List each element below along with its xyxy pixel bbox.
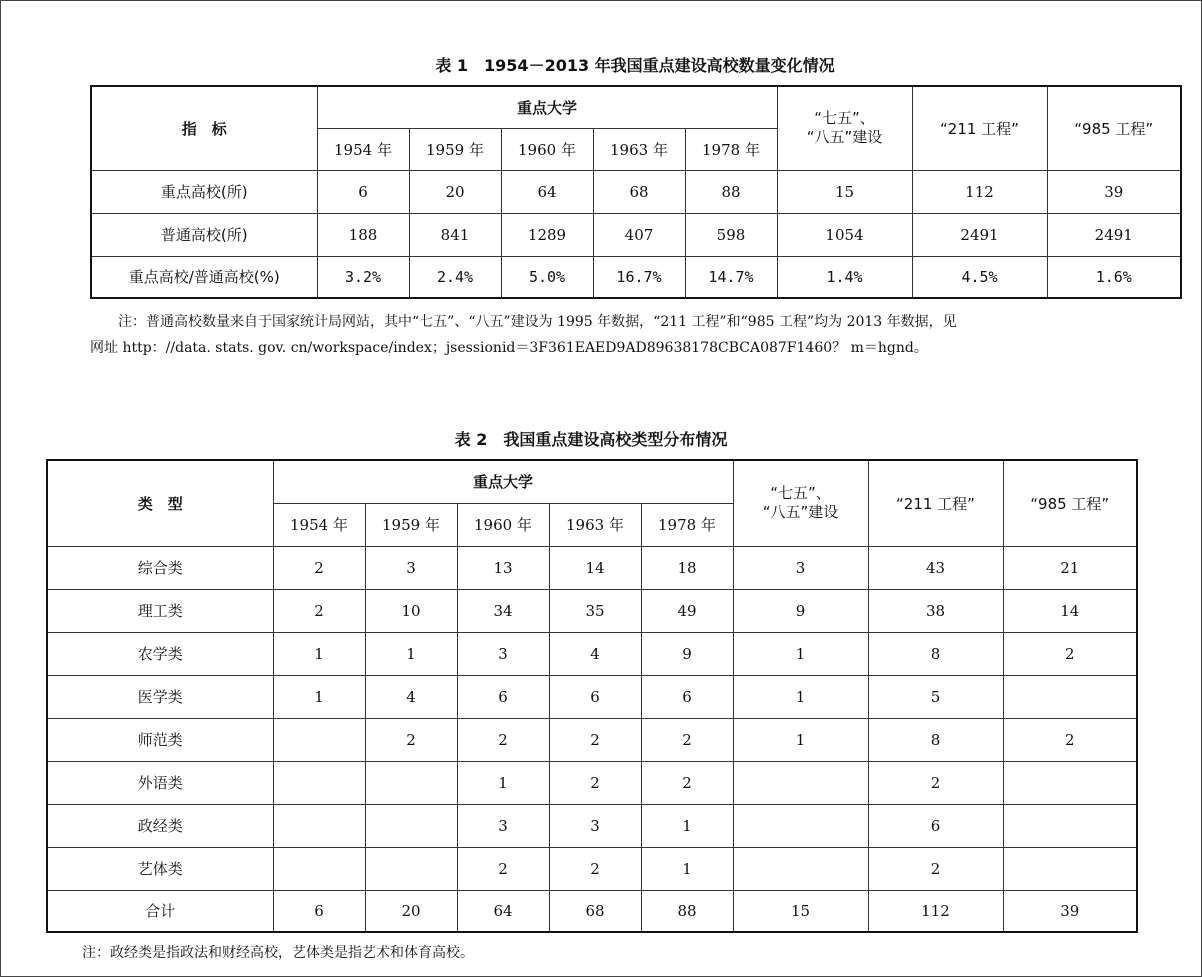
cell: 2491 <box>912 213 1047 256</box>
cell: 14 <box>1003 589 1137 632</box>
cell: 1 <box>457 761 549 804</box>
cell: 2 <box>1003 718 1137 761</box>
cell <box>273 847 365 890</box>
table1-header-year: 1959 年 <box>409 128 501 170</box>
cell: 6 <box>457 675 549 718</box>
table2 <box>46 459 1138 933</box>
table2-header-year: 1963 年 <box>549 503 641 546</box>
row-label: 理工类 <box>47 589 273 632</box>
cell: 43 <box>868 546 1003 589</box>
table1-header-985: “985 工程” <box>1047 86 1181 170</box>
cell: 2 <box>868 761 1003 804</box>
cell: 39 <box>1003 890 1137 932</box>
table2-header-211: “211 工程” <box>868 460 1003 546</box>
cell: 3 <box>733 546 868 589</box>
cell: 2 <box>549 847 641 890</box>
table1-header-year: 1978 年 <box>685 128 777 170</box>
cell: 38 <box>868 589 1003 632</box>
cell: 68 <box>549 890 641 932</box>
cell: 4 <box>549 632 641 675</box>
cell: 4 <box>365 675 457 718</box>
cell: 9 <box>733 589 868 632</box>
cell: 2 <box>549 718 641 761</box>
cell <box>733 847 868 890</box>
table2-header-year: 1954 年 <box>273 503 365 546</box>
cell: 2 <box>365 718 457 761</box>
table1-header-seventh-eighth-line1: “七五”、 <box>814 109 875 128</box>
cell: 21 <box>1003 546 1137 589</box>
cell: 1 <box>273 675 365 718</box>
cell: 6 <box>549 675 641 718</box>
cell: 88 <box>641 890 733 932</box>
cell <box>273 804 365 847</box>
cell: 8 <box>868 718 1003 761</box>
cell: 1289 <box>501 213 593 256</box>
row-label: 外语类 <box>47 761 273 804</box>
cell: 2 <box>457 718 549 761</box>
cell <box>1003 761 1137 804</box>
cell <box>733 761 868 804</box>
table2-header-year: 1978 年 <box>641 503 733 546</box>
cell: 2 <box>457 847 549 890</box>
row-label: 师范类 <box>47 718 273 761</box>
table2-header-year: 1959 年 <box>365 503 457 546</box>
table1-note-line2: 网址 http：//data. stats. gov. cn/workspace/index；jsessionid＝3F361EAED9AD89638178CBCA087F1460？ m＝hgnd。 <box>90 340 928 356</box>
cell: 188 <box>317 213 409 256</box>
cell: 841 <box>409 213 501 256</box>
table2-header-year: 1960 年 <box>457 503 549 546</box>
cell <box>273 718 365 761</box>
cell: 3.2% <box>317 256 409 298</box>
cell <box>1003 675 1137 718</box>
cell: 15 <box>777 170 912 213</box>
table1-header-year: 1954 年 <box>317 128 409 170</box>
table-row-total <box>47 890 1137 932</box>
row-label: 合计 <box>47 890 273 932</box>
cell: 4.5% <box>912 256 1047 298</box>
cell: 6 <box>868 804 1003 847</box>
cell: 3 <box>365 546 457 589</box>
cell: 3 <box>549 804 641 847</box>
row-label: 艺体类 <box>47 847 273 890</box>
row-label: 农学类 <box>47 632 273 675</box>
table2-header-seventh-eighth-line2: “八五”建设 <box>762 503 839 522</box>
cell <box>273 761 365 804</box>
table1-header-seventh-eighth-line2: “八五”建设 <box>806 128 883 147</box>
cell: 2 <box>273 546 365 589</box>
table2-header-seventh-eighth-line1: “七五”、 <box>770 484 831 503</box>
cell: 6 <box>641 675 733 718</box>
table1-note-line1 <box>90 309 1180 335</box>
table1-header-year: 1963 年 <box>593 128 685 170</box>
cell <box>1003 804 1137 847</box>
cell <box>365 761 457 804</box>
table1-header-key-universities: 重点大学 <box>317 86 777 128</box>
cell <box>1003 847 1137 890</box>
cell: 1 <box>733 632 868 675</box>
cell: 15 <box>733 890 868 932</box>
cell: 14.7% <box>685 256 777 298</box>
cell: 14 <box>549 546 641 589</box>
cell: 2491 <box>1047 213 1181 256</box>
cell: 2 <box>641 761 733 804</box>
cell: 598 <box>685 213 777 256</box>
table-row <box>47 546 1137 589</box>
row-label: 综合类 <box>47 546 273 589</box>
cell: 35 <box>549 589 641 632</box>
table2-header-key-universities: 重点大学 <box>273 460 733 503</box>
table1-header-211: “211 工程” <box>912 86 1047 170</box>
table-row <box>47 718 1137 761</box>
cell: 64 <box>501 170 593 213</box>
table1-note <box>90 309 1180 361</box>
cell: 18 <box>641 546 733 589</box>
row-label: 重点高校(所) <box>91 170 317 213</box>
table-row <box>47 804 1137 847</box>
cell: 5.0% <box>501 256 593 298</box>
table-row <box>47 761 1137 804</box>
cell: 2 <box>1003 632 1137 675</box>
cell: 2 <box>549 761 641 804</box>
table-row <box>47 632 1137 675</box>
table2-header-type: 类 型 <box>47 460 273 546</box>
cell: 49 <box>641 589 733 632</box>
cell: 1 <box>365 632 457 675</box>
row-label: 重点高校/普通高校(%) <box>91 256 317 298</box>
cell: 13 <box>457 546 549 589</box>
cell: 8 <box>868 632 1003 675</box>
cell: 1 <box>273 632 365 675</box>
row-label: 普通高校(所) <box>91 213 317 256</box>
table1-caption: 表 1 1954－2013 年我国重点建设高校数量变化情况 <box>435 56 835 75</box>
cell: 34 <box>457 589 549 632</box>
cell: 20 <box>365 890 457 932</box>
table-row <box>47 675 1137 718</box>
cell: 2 <box>641 718 733 761</box>
cell <box>365 804 457 847</box>
table-row <box>91 213 1181 256</box>
table1 <box>90 85 1182 299</box>
table-row <box>91 170 1181 213</box>
cell: 1054 <box>777 213 912 256</box>
cell: 1.6% <box>1047 256 1181 298</box>
cell: 1 <box>641 847 733 890</box>
cell: 2.4% <box>409 256 501 298</box>
table-row <box>47 589 1137 632</box>
table2-header-985: “985 工程” <box>1003 460 1137 546</box>
cell: 112 <box>868 890 1003 932</box>
cell: 88 <box>685 170 777 213</box>
cell: 64 <box>457 890 549 932</box>
table-row <box>47 847 1137 890</box>
table2-caption: 表 2 我国重点建设高校类型分布情况 <box>454 430 728 449</box>
cell: 6 <box>317 170 409 213</box>
table-row <box>91 256 1181 298</box>
cell <box>365 847 457 890</box>
row-label: 医学类 <box>47 675 273 718</box>
cell: 3 <box>457 632 549 675</box>
table1-header-seventh-eighth <box>777 86 912 170</box>
cell: 20 <box>409 170 501 213</box>
row-label: 政经类 <box>47 804 273 847</box>
cell: 407 <box>593 213 685 256</box>
cell: 6 <box>273 890 365 932</box>
cell: 5 <box>868 675 1003 718</box>
cell: 1 <box>641 804 733 847</box>
table2-note: 注：政经类是指政法和财经高校，艺体类是指艺术和体育高校。 <box>82 945 474 961</box>
cell: 9 <box>641 632 733 675</box>
table1-header-year: 1960 年 <box>501 128 593 170</box>
cell <box>733 804 868 847</box>
table2-header-seventh-eighth <box>733 460 868 546</box>
cell: 39 <box>1047 170 1181 213</box>
cell: 16.7% <box>593 256 685 298</box>
cell: 1 <box>733 675 868 718</box>
cell: 3 <box>457 804 549 847</box>
cell: 68 <box>593 170 685 213</box>
cell: 2 <box>273 589 365 632</box>
cell: 112 <box>912 170 1047 213</box>
cell: 10 <box>365 589 457 632</box>
cell: 2 <box>868 847 1003 890</box>
table1-note-line1-text: 注：普通高校数量来自于国家统计局网站，其中“七五”、“八五”建设为 1995 年数据，“211 工程”和“985 工程”均为 2013 年数据，见 <box>118 314 957 330</box>
cell: 1 <box>733 718 868 761</box>
table1-header-indicator: 指 标 <box>91 86 317 170</box>
cell: 1.4% <box>777 256 912 298</box>
